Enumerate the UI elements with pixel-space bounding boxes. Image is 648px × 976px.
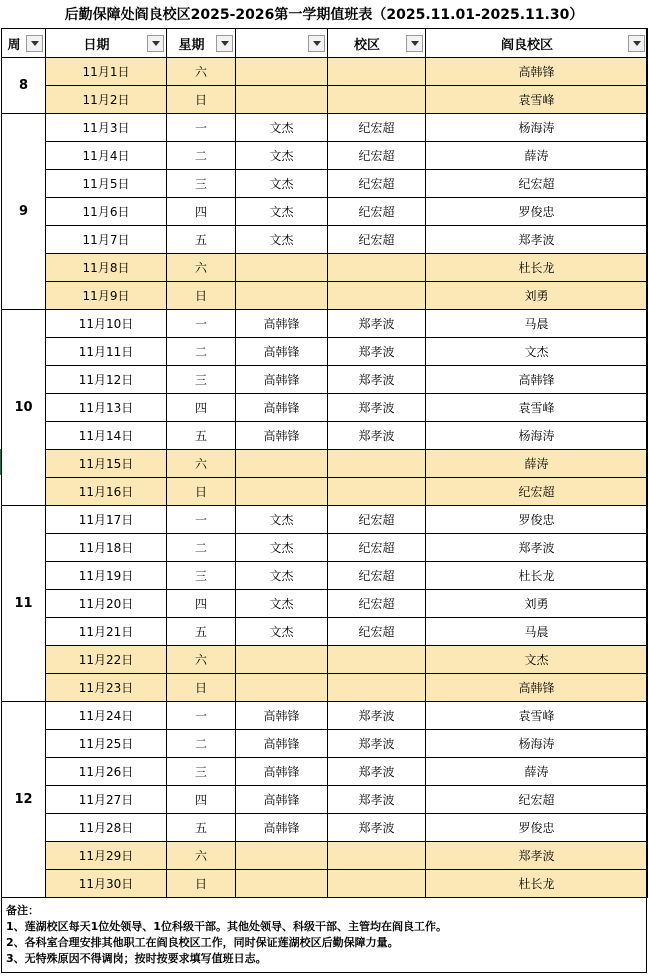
duty-cell-a[interactable]: 文杰 <box>236 534 328 562</box>
header-weekday: 星期 <box>167 29 236 58</box>
filter-dropdown-icon[interactable] <box>26 35 43 52</box>
yanliang-duty-cell[interactable]: 马晨 <box>426 310 648 338</box>
duty-cell-a[interactable] <box>236 870 328 898</box>
date-cell[interactable]: 11月30日 <box>46 870 167 898</box>
filter-dropdown-icon[interactable] <box>216 35 233 52</box>
weekday-cell[interactable]: 四 <box>167 590 236 618</box>
weekday-cell[interactable]: 六 <box>167 842 236 870</box>
yanliang-duty-cell[interactable]: 袁雪峰 <box>426 394 648 422</box>
duty-cell-a[interactable]: 文杰 <box>236 198 328 226</box>
weekday-cell[interactable]: 日 <box>167 674 236 702</box>
yanliang-duty-cell[interactable]: 马晨 <box>426 618 648 646</box>
filter-dropdown-icon[interactable] <box>147 35 164 52</box>
duty-cell-b[interactable]: 纪宏超 <box>328 534 426 562</box>
weekday-cell[interactable]: 五 <box>167 422 236 450</box>
duty-cell-b[interactable]: 郑孝波 <box>328 786 426 814</box>
date-cell[interactable]: 11月11日 <box>46 338 167 366</box>
date-cell[interactable]: 11月26日 <box>46 758 167 786</box>
weekday-cell[interactable]: 二 <box>167 142 236 170</box>
duty-cell-b[interactable]: 纪宏超 <box>328 562 426 590</box>
week-number-cell[interactable]: 12 <box>2 702 46 898</box>
yanliang-duty-cell[interactable]: 郑孝波 <box>426 842 648 870</box>
weekday-cell[interactable]: 六 <box>167 450 236 478</box>
table-row <box>2 562 648 590</box>
yanliang-duty-cell[interactable]: 纪宏超 <box>426 786 648 814</box>
yanliang-duty-cell[interactable]: 郑孝波 <box>426 534 648 562</box>
week-number-cell[interactable]: 9 <box>2 114 46 310</box>
table-row <box>2 590 648 618</box>
yanliang-duty-cell[interactable]: 文杰 <box>426 338 648 366</box>
duty-cell-a[interactable]: 文杰 <box>236 114 328 142</box>
duty-cell-a[interactable]: 高韩锋 <box>236 422 328 450</box>
table-body <box>2 58 648 898</box>
table-row <box>2 506 648 534</box>
weekday-cell[interactable]: 三 <box>167 366 236 394</box>
yanliang-duty-cell[interactable]: 高韩锋 <box>426 366 648 394</box>
note-line: 2、各科室合理安排其他职工在阎良校区工作，同时保证莲湖校区后勤保障力量。 <box>6 936 399 949</box>
duty-cell-a[interactable]: 文杰 <box>236 142 328 170</box>
filter-dropdown-icon[interactable] <box>406 35 423 52</box>
duty-cell-a[interactable] <box>236 478 328 506</box>
table-row <box>2 534 648 562</box>
duty-cell-a[interactable]: 高韩锋 <box>236 702 328 730</box>
table-row <box>2 86 648 114</box>
duty-cell-a[interactable] <box>236 646 328 674</box>
duty-cell-b[interactable]: 郑孝波 <box>328 730 426 758</box>
note-line: 1、莲湖校区每天1位处领导、1位科级干部。其他处领导、科级干部、主管均在阎良工作。 <box>6 920 447 933</box>
date-cell[interactable]: 11月2日 <box>46 86 167 114</box>
date-cell[interactable]: 11月1日 <box>46 58 167 86</box>
header-campus: 校区 <box>328 29 426 58</box>
date-cell[interactable]: 11月15日 <box>46 450 167 478</box>
table-row <box>2 366 648 394</box>
duty-cell-b[interactable]: 纪宏超 <box>328 590 426 618</box>
date-cell[interactable]: 11月28日 <box>46 814 167 842</box>
weekday-cell[interactable]: 一 <box>167 702 236 730</box>
date-cell[interactable]: 11月25日 <box>46 730 167 758</box>
date-cell[interactable]: 11月20日 <box>46 590 167 618</box>
duty-cell-b[interactable] <box>328 478 426 506</box>
sheet-border <box>646 28 647 973</box>
filter-dropdown-icon[interactable] <box>308 35 325 52</box>
date-cell[interactable]: 11月8日 <box>46 254 167 282</box>
yanliang-duty-cell[interactable]: 文杰 <box>426 646 648 674</box>
duty-cell-a[interactable] <box>236 842 328 870</box>
duty-table <box>1 28 648 898</box>
weekday-cell[interactable]: 一 <box>167 114 236 142</box>
table-row <box>2 338 648 366</box>
table-row <box>2 730 648 758</box>
yanliang-duty-cell[interactable]: 罗俊忠 <box>426 814 648 842</box>
table-row <box>2 254 648 282</box>
duty-cell-a[interactable]: 文杰 <box>236 618 328 646</box>
yanliang-duty-cell[interactable]: 纪宏超 <box>426 170 648 198</box>
duty-cell-a[interactable]: 文杰 <box>236 506 328 534</box>
duty-cell-b[interactable] <box>328 254 426 282</box>
weekday-cell[interactable]: 二 <box>167 338 236 366</box>
duty-cell-b[interactable]: 郑孝波 <box>328 366 426 394</box>
yanliang-duty-cell[interactable]: 杜长龙 <box>426 870 648 898</box>
date-cell[interactable]: 11月14日 <box>46 422 167 450</box>
duty-cell-b[interactable]: 纪宏超 <box>328 618 426 646</box>
weekday-cell[interactable]: 二 <box>167 534 236 562</box>
header-date: 日期 <box>46 29 167 58</box>
date-cell[interactable]: 11月12日 <box>46 366 167 394</box>
yanliang-duty-cell[interactable]: 杜长龙 <box>426 254 648 282</box>
duty-cell-b[interactable] <box>328 842 426 870</box>
table-row <box>2 674 648 702</box>
duty-cell-b[interactable]: 郑孝波 <box>328 394 426 422</box>
yanliang-duty-cell[interactable]: 刘勇 <box>426 282 648 310</box>
duty-cell-a[interactable]: 高韩锋 <box>236 786 328 814</box>
yanliang-duty-cell[interactable]: 高韩锋 <box>426 58 648 86</box>
duty-cell-a[interactable]: 高韩锋 <box>236 310 328 338</box>
duty-cell-b[interactable]: 郑孝波 <box>328 702 426 730</box>
duty-cell-b[interactable] <box>328 674 426 702</box>
yanliang-duty-cell[interactable]: 郑孝波 <box>426 226 648 254</box>
duty-cell-b[interactable]: 纪宏超 <box>328 114 426 142</box>
duty-cell-a[interactable]: 高韩锋 <box>236 730 328 758</box>
duty-cell-b[interactable]: 纪宏超 <box>328 142 426 170</box>
header-yanliang-campus: 阎良校区 <box>426 29 648 58</box>
duty-cell-a[interactable]: 高韩锋 <box>236 394 328 422</box>
weekday-cell[interactable]: 日 <box>167 86 236 114</box>
notes-block <box>6 903 642 967</box>
weekday-cell[interactable]: 日 <box>167 870 236 898</box>
weekday-cell[interactable]: 五 <box>167 814 236 842</box>
table-row <box>2 758 648 786</box>
filter-dropdown-icon[interactable] <box>628 35 645 52</box>
duty-cell-a[interactable]: 高韩锋 <box>236 366 328 394</box>
table-row <box>2 142 648 170</box>
date-cell[interactable]: 11月17日 <box>46 506 167 534</box>
weekday-cell[interactable]: 五 <box>167 618 236 646</box>
table-row <box>2 282 648 310</box>
yanliang-duty-cell[interactable]: 高韩锋 <box>426 674 648 702</box>
duty-cell-a[interactable] <box>236 254 328 282</box>
duty-cell-a[interactable]: 文杰 <box>236 590 328 618</box>
table-row <box>2 786 648 814</box>
date-cell[interactable]: 11月23日 <box>46 674 167 702</box>
yanliang-duty-cell[interactable]: 薛涛 <box>426 450 648 478</box>
note-line: 3、无特殊原因不得调岗；按时按要求填写值班日志。 <box>6 952 267 965</box>
duty-cell-b[interactable]: 郑孝波 <box>328 338 426 366</box>
date-cell[interactable]: 11月3日 <box>46 114 167 142</box>
duty-cell-b[interactable]: 纪宏超 <box>328 506 426 534</box>
weekday-cell[interactable]: 一 <box>167 310 236 338</box>
weekday-cell[interactable]: 一 <box>167 506 236 534</box>
table-row <box>2 450 648 478</box>
table-row <box>2 842 648 870</box>
duty-cell-a[interactable] <box>236 58 328 86</box>
weekday-cell[interactable]: 五 <box>167 226 236 254</box>
date-cell[interactable]: 11月9日 <box>46 282 167 310</box>
notes-heading: 备注： <box>6 904 39 917</box>
yanliang-duty-cell[interactable]: 薛涛 <box>426 142 648 170</box>
date-cell[interactable]: 11月19日 <box>46 562 167 590</box>
duty-cell-b[interactable] <box>328 450 426 478</box>
table-row <box>2 58 648 86</box>
weekday-cell[interactable]: 日 <box>167 478 236 506</box>
duty-cell-b[interactable]: 郑孝波 <box>328 814 426 842</box>
yanliang-duty-cell[interactable]: 罗俊忠 <box>426 198 648 226</box>
weekday-cell[interactable]: 二 <box>167 730 236 758</box>
yanliang-duty-cell[interactable]: 杨海涛 <box>426 730 648 758</box>
sheet-border <box>1 28 2 973</box>
weekday-cell[interactable]: 四 <box>167 198 236 226</box>
date-cell[interactable]: 11月4日 <box>46 142 167 170</box>
duty-cell-a[interactable] <box>236 86 328 114</box>
duty-cell-b[interactable] <box>328 870 426 898</box>
duty-cell-a[interactable]: 文杰 <box>236 562 328 590</box>
duty-cell-a[interactable]: 高韩锋 <box>236 758 328 786</box>
date-cell[interactable]: 11月6日 <box>46 198 167 226</box>
date-cell[interactable]: 11月10日 <box>46 310 167 338</box>
week-number-cell[interactable]: 11 <box>2 506 46 702</box>
weekday-cell[interactable]: 三 <box>167 758 236 786</box>
table-row <box>2 422 648 450</box>
duty-cell-a[interactable]: 高韩锋 <box>236 814 328 842</box>
duty-cell-b[interactable] <box>328 86 426 114</box>
weekday-cell[interactable]: 六 <box>167 646 236 674</box>
yanliang-duty-cell[interactable]: 薛涛 <box>426 758 648 786</box>
duty-cell-a[interactable] <box>236 282 328 310</box>
date-cell[interactable]: 11月7日 <box>46 226 167 254</box>
duty-cell-b[interactable]: 纪宏超 <box>328 170 426 198</box>
header-col-a <box>236 29 328 58</box>
duty-cell-a[interactable] <box>236 674 328 702</box>
table-row <box>2 870 648 898</box>
header-row <box>2 29 648 58</box>
table-row <box>2 646 648 674</box>
weekday-cell[interactable]: 六 <box>167 58 236 86</box>
table-row <box>2 114 648 142</box>
yanliang-duty-cell[interactable]: 杜长龙 <box>426 562 648 590</box>
table-row <box>2 814 648 842</box>
table-row <box>2 170 648 198</box>
weekday-cell[interactable]: 三 <box>167 170 236 198</box>
date-cell[interactable]: 11月18日 <box>46 534 167 562</box>
weekday-cell[interactable]: 六 <box>167 254 236 282</box>
table-row <box>2 702 648 730</box>
duty-cell-b[interactable] <box>328 646 426 674</box>
yanliang-duty-cell[interactable]: 罗俊忠 <box>426 506 648 534</box>
week-number-cell[interactable]: 8 <box>2 58 46 114</box>
yanliang-duty-cell[interactable]: 刘勇 <box>426 590 648 618</box>
yanliang-duty-cell[interactable]: 袁雪峰 <box>426 702 648 730</box>
header-week: 周 <box>2 29 46 58</box>
duty-cell-a[interactable]: 文杰 <box>236 226 328 254</box>
weekday-cell[interactable]: 四 <box>167 786 236 814</box>
weekday-cell[interactable]: 三 <box>167 562 236 590</box>
yanliang-duty-cell[interactable]: 袁雪峰 <box>426 86 648 114</box>
date-cell[interactable]: 11月5日 <box>46 170 167 198</box>
week-number-cell[interactable]: 10 <box>2 310 46 506</box>
table-row <box>2 394 648 422</box>
date-cell[interactable]: 11月29日 <box>46 842 167 870</box>
page-title: 后勤保障处阎良校区2025-2026第一学期值班表（2025.11.01-2025.11.30） <box>64 7 584 23</box>
duty-cell-a[interactable]: 文杰 <box>236 170 328 198</box>
table-row <box>2 198 648 226</box>
duty-cell-b[interactable]: 纪宏超 <box>328 226 426 254</box>
yanliang-duty-cell[interactable]: 杨海涛 <box>426 422 648 450</box>
weekday-cell[interactable]: 日 <box>167 282 236 310</box>
duty-cell-b[interactable]: 郑孝波 <box>328 758 426 786</box>
date-cell[interactable]: 11月16日 <box>46 478 167 506</box>
table-row <box>2 310 648 338</box>
duty-cell-a[interactable]: 高韩锋 <box>236 338 328 366</box>
duty-cell-b[interactable]: 郑孝波 <box>328 422 426 450</box>
duty-cell-b[interactable] <box>328 282 426 310</box>
date-cell[interactable]: 11月27日 <box>46 786 167 814</box>
sheet-border <box>1 972 647 973</box>
date-cell[interactable]: 11月22日 <box>46 646 167 674</box>
table-row <box>2 618 648 646</box>
date-cell[interactable]: 11月21日 <box>46 618 167 646</box>
duty-cell-a[interactable] <box>236 450 328 478</box>
yanliang-duty-cell[interactable]: 杨海涛 <box>426 114 648 142</box>
date-cell[interactable]: 11月13日 <box>46 394 167 422</box>
date-cell[interactable]: 11月24日 <box>46 702 167 730</box>
duty-cell-b[interactable]: 郑孝波 <box>328 310 426 338</box>
weekday-cell[interactable]: 四 <box>167 394 236 422</box>
duty-cell-b[interactable] <box>328 58 426 86</box>
yanliang-duty-cell[interactable]: 纪宏超 <box>426 478 648 506</box>
duty-cell-b[interactable]: 纪宏超 <box>328 198 426 226</box>
table-row <box>2 478 648 506</box>
table-row <box>2 226 648 254</box>
